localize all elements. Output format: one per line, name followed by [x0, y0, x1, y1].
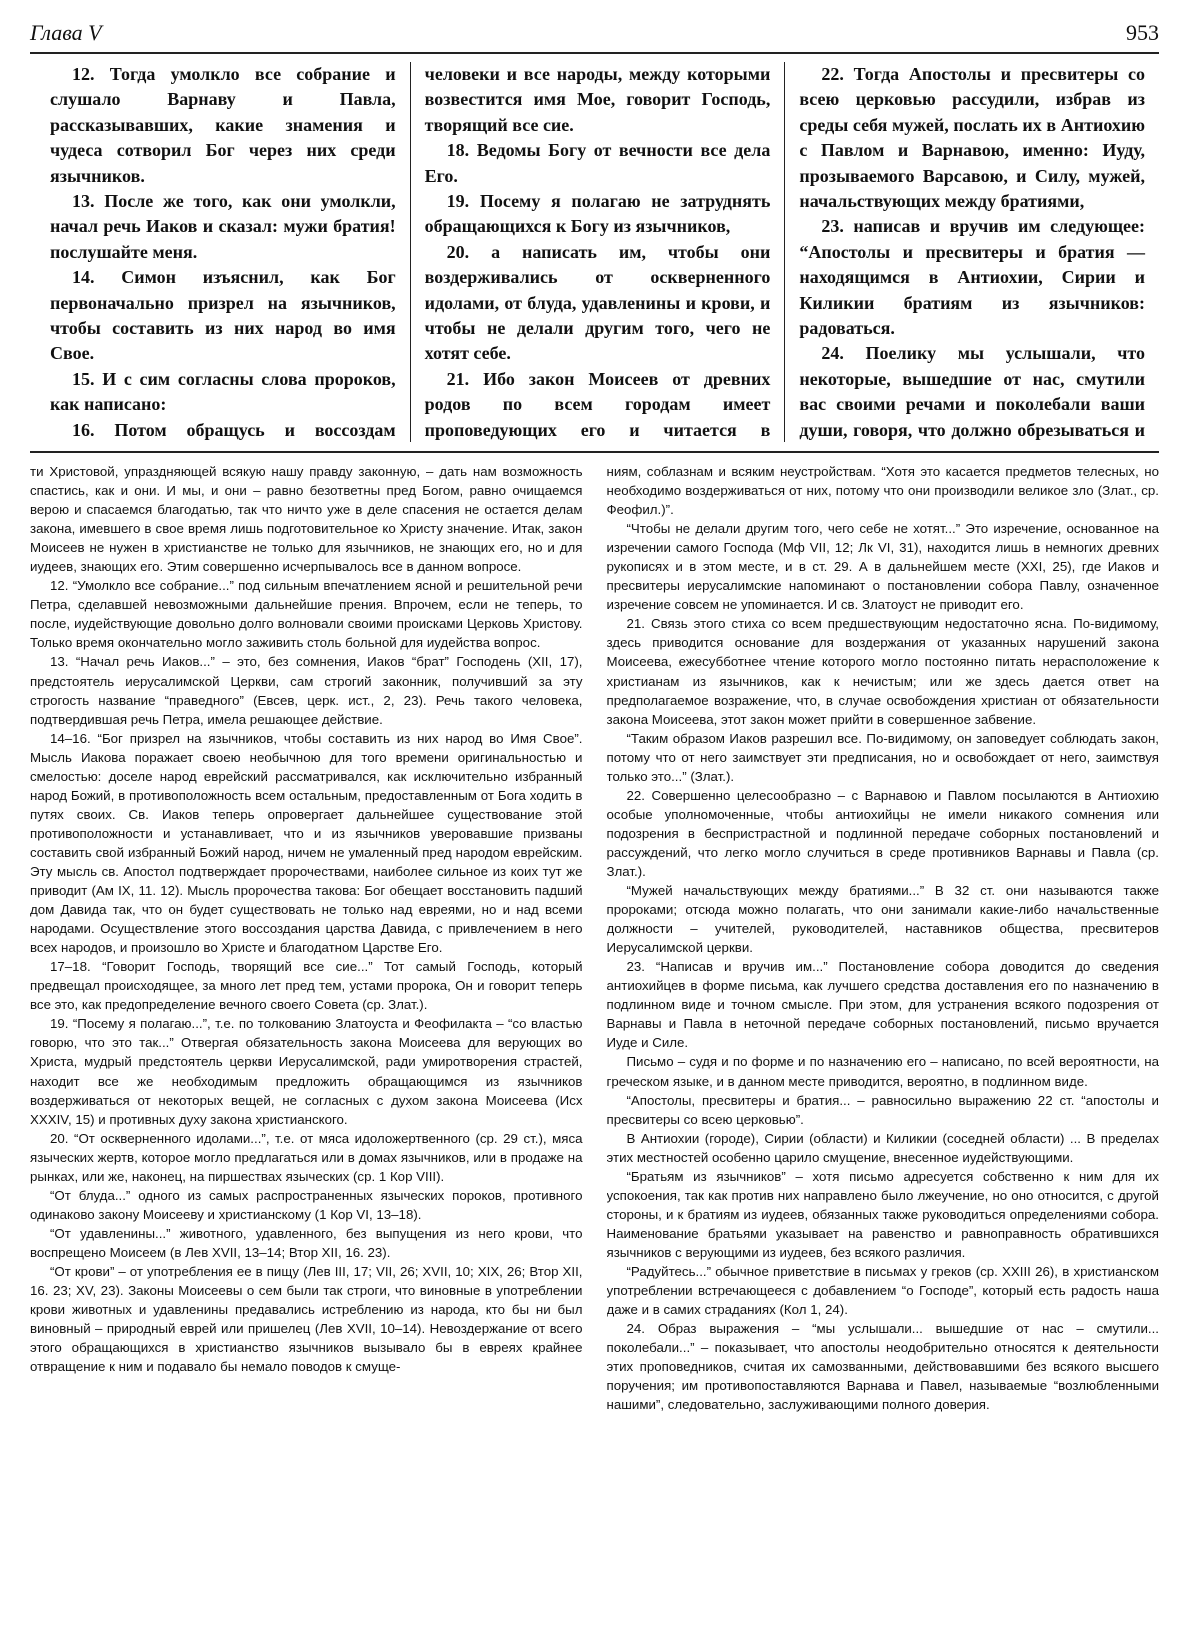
- commentary-paragraph: 21. Связь этого стиха со всем предшествующим недостаточно ясна. По-видимому, здесь приводится основание для воздержания от указанных нарушений закона Моисеева, ежесубботнее чтение которого могло постоянно питать нерасположение к христианам из язычников, как к нечистым; или же здесь дается ответ на предполагаемое возражение, что, в случае освобождения христиан от обязательности закона Моисеева, этот закон может прийти в совершенное забвение.: [606, 616, 1159, 727]
- verse-paragraph: 16. Потом обращусь и воссоздам: [72, 419, 396, 440]
- verse-paragraph: 19. Посему я полагаю не затруднять обращающихся к Богу из язычников,: [424, 191, 771, 237]
- commentary-paragraph: 14–16. “Бог призрел на язычников, чтобы составить из них народ во Имя Свое”. Мысль Иакова поражает своею необычною для того времени оригинальностью и смелостью: доселе народ еврейский рассматривался, как исключительно избранный народ Божий, в противоположность всем остальным, предоставленным от Бога ходить в путях своих. Св. Иаков теперь опровергает дальнейшее существование этой противоположности и устанавливает, что и из язычников уверовавшие призваны составить свой избранный Божий народ, ничем не умаленный пред народом еврейским. Эту мысль св. Апостол подтверждает пророчествами, наиболее сильное из коих тут же приводит (Ам IX, 11. 12). Мысль пророчества такова: Бог обещает восстановить падший дом Давида так, что он будет существовать не только над евреями, но и над всеми народами. Осуществление этого воссоздания царства Давида, с привлечением в него всех народов, и произошло во Христе и благодатном Царстве Его.: [30, 730, 583, 956]
- chapter-title: Глава V: [30, 20, 102, 45]
- bible-column-2: [410, 62, 785, 442]
- commentary-paragraph: “Мужей начальствующих между братиями...” В 32 ст. они называются также пророками; отсюда можно полагать, что они занимали какие-либо начальственные должности – учителей, руководителей, наставников общества, пресвитеров Иерусалимской церкви.: [606, 883, 1159, 956]
- verse-paragraph: 24. Поелику мы услышали, что некоторые, вышедшие от нас, смутили вас своими речами и поколебали ваши души, говоря, что должно обрезываться и: [799, 343, 1146, 440]
- page-number: 953: [1126, 20, 1159, 45]
- commentary-paragraph: “От крови” – от употребления ее в пищу (Лев III, 17; VII, 26; XVII, 10; XIX, 26; Втор XII, 16. 23; XV, 23). Законы Моисеевы о сем были так строги, что виновные в употреблении крови животных и удавленины предавались истреблению из народа, кто бы ни был виновный – природный еврей или пришелец (Лев XVII, 10–14). Невоздержание от всего этого обращающихся в христианство язычников вызывало бы в евреях крайнее отвращение к ним и подавало бы немало поводов к смуще-: [30, 1263, 583, 1375]
- commentary-paragraph: 22. Совершенно целесообразно – с Варнавою и Павлом посылаются в Антиохию особые уполномоченные, чтобы антиохийцы не имели никакого сомнения или подозрения в беспристрастной и подлинной передаче соборных постановлений и рассуждений, что легко могло случиться в среде противников Варнавы и Павла (ср. Злат.).: [606, 787, 1159, 879]
- verse-paragraph: 15. И с сим согласны слова пророков, как написано:: [50, 368, 396, 415]
- verse-paragraph: 23. написав и вручив им следующее: “Апостолы и пресвитеры и братия — находящимся в Антиохии, Сирии и Киликии братиям из язычников: радоваться.: [799, 216, 1146, 339]
- commentary-paragraph: 23. “Написав и вручив им...” Постановление собора доводится до сведения антиохийцев в форме письма, как лучшего средства доставления его по назначению в подлинном виде и точном смысле. При этом, для устранения всякого подозрения от Варнавы и Павла в неточной передаче соборных постановлений, письмо вручается Иуде и Силе.: [606, 959, 1159, 1051]
- verse-paragraph: 21. Ибо закон Моисеев от древних родов по всем городам имеет проповедующих его и читается в: [424, 368, 771, 440]
- commentary-paragraph: 19. “Посему я полагаю...”, т.е. по толкованию Златоуста и Феофилакта – “со властью говорю, что это так...” Отвергая обязательность закона Моисеева для верующих во Христа, мудрый предстоятель церкви Иерусалимской, ради умиротворения страстей, находит все же необходимым предложить обращающимся из язычников воздерживаться от некоторых вещей, не согласных с духом закона Моисеева (Исх XXXIV, 15) и противных духу закона христианского.: [30, 1016, 583, 1127]
- commentary-column-2: [607, 462, 1160, 1622]
- bible-column-1: [30, 62, 410, 442]
- bible-text: [30, 62, 1159, 442]
- running-header: [30, 20, 1159, 54]
- commentary-column-1: [30, 462, 583, 1622]
- section-divider: [30, 451, 1159, 453]
- verse-paragraph: человеки и все народы, между которыми возвестится имя Мое, говорит Господь, творящий все сие.: [424, 64, 771, 135]
- verse-paragraph: 20. а написать им, чтобы они воздерживались от оскверненного идолами, от блуда, удавленины и крови, и чтобы не делали другим того, чего не хотят себе.: [424, 241, 771, 364]
- commentary-paragraph: “Радуйтесь...” обычное приветствие в письмах у греков (ср. XXIII 26), в христианском употреблении встречающееся с добавлением “о Господе”, который есть радость наша даже и в самих страданиях (Кол 1, 24).: [606, 1263, 1159, 1318]
- commentary-paragraph: 13. “Начал речь Иаков...” – это, без сомнения, Иаков “брат” Господень (XII, 17), предстоятель иерусалимской Церкви, сам строгий законник, получивший за эту строгость название “праведного” (Евсев, церк. ист., 2, 23). Речь такого человека, подтвердившая речь Петра, имела решающее действие.: [30, 654, 583, 727]
- commentary-paragraph: Письмо – судя и по форме и по назначению его – написано, по всей вероятности, на греческом языке, и в данном месте приводится, вероятно, в подлинном виде.: [606, 1054, 1159, 1089]
- commentary-paragraph: 20. “От оскверненного идолами...”, т.е. от мяса идоложертвенного (ср. 29 ст.), мяса языческих жертв, которое могло предлагаться или в домах язычников, или в продаже на рынках, или же, наконец, на пиршествах языческих (ср. 1 Кор VIII).: [30, 1130, 583, 1184]
- commentary-paragraph: “Братьям из язычников” – хотя письмо адресуется собственно к ним для их успокоения, так как против них направлено было лжеучение, но оно относится, с другой стороны, и к братиям из иудеев, обязанных также руководиться определениями собора. Наименование братьями указывает на равенство и равноправность обратившихся язычников с верующими из иудеев, без всякого различия.: [606, 1168, 1159, 1260]
- commentary-paragraph: 24. Образ выражения – “мы услышали... вышедшие от нас – смутили... поколебали...” – показывает, что апостолы неодобрительно относятся к деятельности этих проповедников, считая их самозванными, действовавшими без всякого высшего поручения; им противопоставляются Варнава и Павел, называемые “возлюбленными нашими”, следовательно, заслуживающими полного доверия.: [606, 1321, 1159, 1413]
- verse-paragraph: 18. Ведомы Богу от вечности все дела Его.: [424, 140, 771, 186]
- commentary-paragraph: ниям, соблазнам и всяким неустройствам. “Хотя это касается предметов телесных, но необходимо воздерживаться от них, потому что они производили великое зло (Злат., ср. Феофил.)”.: [606, 464, 1159, 518]
- bible-column-3: [784, 62, 1159, 442]
- commentary-paragraph: В Антиохии (городе), Сирии (области) и Киликии (соседней области) ... В пределах этих местностей особенно царило смущение, внесенное иудействующими.: [606, 1130, 1159, 1165]
- verse-paragraph: 12. Тогда умолкло все собрание и слушало Варнаву и Павла, рассказывавших, какие знамения и чудеса сотворил Бог через них среди язычников.: [50, 64, 396, 186]
- commentary-paragraph: “От блуда...” одного из самых распространенных языческих пороков, противного одинаково закону Моисееву и христианскому (1 Кор VI, 13–18).: [30, 1187, 583, 1222]
- verse-paragraph: 13. После же того, как они умолкли, начал речь Иаков и сказал: мужи братия! послушайте меня.: [50, 191, 396, 262]
- commentary-paragraph: “Чтобы не делали другим того, чего себе не хотят...” Это изречение, основанное на изречении самого Господа (Мф VII, 12; Лк VI, 31), находится лишь в немногих древних рукописях и в этом месте, и в ст. 29. А в дальнейшем месте (XXI, 25), где Иаков и пресвитеры иерусалимские напоминают о постановлении собора Павлу, означенное изречение совсем не упоминается. И св. Златоуст не приводит его.: [606, 521, 1159, 613]
- verse-paragraph: 22. Тогда Апостолы и пресвитеры со всею церковью рассудили, избрав из среды себя мужей, послать их в Антиохию с Павлом и Варнавою, именно: Иуду, прозываемого Варсавою, и Силу, мужей, начальствующих между братиями,: [799, 64, 1146, 212]
- commentary: [30, 462, 1159, 1622]
- commentary-paragraph: 17–18. “Говорит Господь, творящий все сие...” Тот самый Господь, который предвещал происходящее, за много лет пред тем, устами пророка, Он и говорит теперь все это, как предопределение вечного своего Совета (ср. Злат.).: [30, 959, 583, 1013]
- commentary-paragraph: “Таким образом Иаков разрешил все. По-видимому, он заповедует соблюдать закон, потому что от него заимствует эти предписания, но и освобождает от него, заимствуя только это...” (Злат.).: [606, 730, 1159, 784]
- commentary-paragraph: “От удавленины...” животного, удавленного, без выпущения из него крови, что воспрещено Моисеем (в Лев XVII, 13–14; Втор XII, 16. 23).: [30, 1225, 583, 1260]
- commentary-paragraph: “Апостолы, пресвитеры и братия... – равносильно выражению 22 ст. “апостолы и пресвитеры со всею церковью”.: [606, 1092, 1159, 1127]
- commentary-paragraph: 12. “Умолкло все собрание...” под сильным впечатлением ясной и решительной речи Петра, сделавшей невозможными дальнейшие прения. Впрочем, если не теперь, то после, иудействующие довольно долго волновали своими происками Церковь Христову. Только время окончательно могло заживить столь больной для иудейства вопрос.: [30, 578, 583, 651]
- verse-paragraph: 14. Симон изъяснил, как Бог первоначально призрел на язычников, чтобы составить из них народ во имя Свое.: [50, 267, 396, 364]
- commentary-paragraph: ти Христовой, упраздняющей всякую нашу правду законную, – дать нам возможность спастись, как и они. И мы, и они – равно безответны пред Богом, равно очищаемся верою и спасаемся благодатью, так что ничто уже в деле спасения не остается делам закона, имевшего в свое время лишь подготовительное ко Христу значение. Итак, закон Моисеев не нужен в христианстве не только для язычников, не знающих его, но и для иудеев, знающих его. Этим совершенно исчерпывалось все в данном вопросе.: [30, 464, 583, 575]
